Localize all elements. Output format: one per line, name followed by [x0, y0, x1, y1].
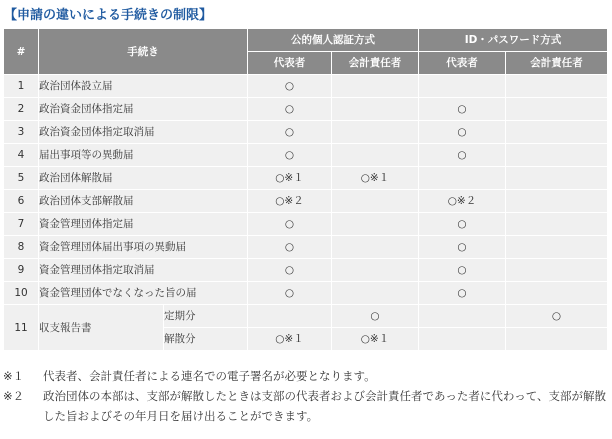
table-row: [4, 305, 608, 328]
row-num: 5: [4, 167, 39, 190]
header-accountant-1: 会計責任者: [332, 52, 419, 75]
row-num: 4: [4, 144, 39, 167]
mark-cell: [332, 282, 419, 305]
mark-cell: [419, 305, 506, 328]
procedure-name: 政治資金団体指定取消届: [39, 121, 248, 144]
mark-cell: [332, 98, 419, 121]
mark-cell: ○: [419, 282, 506, 305]
mark-cell: ○: [248, 98, 332, 121]
mark-cell: [419, 75, 506, 98]
footnote-mark: ※１: [3, 369, 25, 383]
row-num: 2: [4, 98, 39, 121]
mark-cell: ○: [248, 121, 332, 144]
mark-cell: ○: [248, 75, 332, 98]
mark-cell: ○: [419, 213, 506, 236]
procedure-name: 収支報告書: [39, 305, 164, 351]
header-procedure: 手続き: [39, 29, 248, 75]
mark-cell: ○※２: [248, 190, 332, 213]
mark-cell: [506, 259, 608, 282]
mark-cell: [419, 328, 506, 351]
table-row: [4, 98, 608, 121]
mark-cell: [332, 144, 419, 167]
header-representative-2: 代表者: [419, 52, 506, 75]
procedure-name: 政治資金団体指定届: [39, 98, 248, 121]
mark-cell: ○: [248, 282, 332, 305]
row-num: 8: [4, 236, 39, 259]
procedure-name: 政治団体解散届: [39, 167, 248, 190]
mark-cell: ○: [248, 236, 332, 259]
mark-cell: [332, 236, 419, 259]
table-row: [4, 213, 608, 236]
page-title: 【申請の違いによる手続きの制限】: [4, 8, 213, 23]
mark-cell: ○: [419, 144, 506, 167]
table-row: [4, 282, 608, 305]
mark-cell: ○: [419, 236, 506, 259]
mark-cell: ○※１: [332, 328, 419, 351]
mark-cell: [332, 213, 419, 236]
mark-cell: ○: [248, 213, 332, 236]
table-row: [4, 121, 608, 144]
mark-cell: [506, 328, 608, 351]
table-row: [4, 75, 608, 98]
mark-cell: ○※２: [419, 190, 506, 213]
table-row: [4, 236, 608, 259]
mark-cell: [248, 305, 332, 328]
mark-cell: [506, 144, 608, 167]
mark-cell: ○※１: [248, 328, 332, 351]
row-num: 1: [4, 75, 39, 98]
procedure-name: 政治団体支部解散届: [39, 190, 248, 213]
mark-cell: ○※１: [332, 167, 419, 190]
sub-procedure-dissolution: 解散分: [164, 328, 248, 351]
row-num: 11: [4, 305, 39, 351]
procedure-name: 資金管理団体指定取消届: [39, 259, 248, 282]
mark-cell: ○※１: [248, 167, 332, 190]
footnote-text: 代表者、会計責任者による連名での電子署名が必要となります。: [43, 369, 376, 383]
procedure-name: 資金管理団体でなくなった旨の届: [39, 282, 248, 305]
mark-cell: [506, 282, 608, 305]
procedure-name: 資金管理団体届出事項の異動届: [39, 236, 248, 259]
procedure-name: 政治団体設立届: [39, 75, 248, 98]
mark-cell: ○: [332, 305, 419, 328]
mark-cell: ○: [506, 305, 608, 328]
header-public-auth: 公的個人認証方式: [248, 29, 419, 52]
mark-cell: ○: [419, 98, 506, 121]
header-num: #: [4, 29, 39, 75]
mark-cell: [506, 213, 608, 236]
mark-cell: [332, 75, 419, 98]
header-accountant-2: 会計責任者: [506, 52, 608, 75]
mark-cell: ○: [419, 259, 506, 282]
row-num: 3: [4, 121, 39, 144]
header-representative-1: 代表者: [248, 52, 332, 75]
mark-cell: [332, 259, 419, 282]
mark-cell: [332, 190, 419, 213]
table-row: [4, 190, 608, 213]
header-id-password: ID・パスワード方式: [419, 29, 608, 52]
mark-cell: [419, 167, 506, 190]
mark-cell: ○: [419, 121, 506, 144]
mark-cell: ○: [248, 259, 332, 282]
mark-cell: [506, 167, 608, 190]
mark-cell: [332, 121, 419, 144]
row-num: 6: [4, 190, 39, 213]
procedure-name: 資金管理団体指定届: [39, 213, 248, 236]
sub-procedure-regular: 定期分: [164, 305, 248, 328]
table-row: [4, 259, 608, 282]
table-row: [4, 167, 608, 190]
footnote-1: [3, 366, 609, 386]
mark-cell: [506, 98, 608, 121]
footnote-text: 政治団体の本部は、支部が解散したときは支部の代表者および会計責任者であった者に代わって、支部が解散した旨およびその年月日を届け出ることができます。: [43, 389, 607, 423]
footnote-mark: ※２: [3, 389, 25, 403]
row-num: 10: [4, 282, 39, 305]
mark-cell: [506, 236, 608, 259]
procedure-name: 届出事項等の異動届: [39, 144, 248, 167]
procedure-restriction-table: [3, 28, 608, 351]
footnotes: [3, 366, 609, 426]
table-row: [4, 144, 608, 167]
row-num: 9: [4, 259, 39, 282]
mark-cell: [506, 190, 608, 213]
footnote-2: [3, 386, 609, 426]
mark-cell: [506, 121, 608, 144]
mark-cell: [506, 75, 608, 98]
mark-cell: ○: [248, 144, 332, 167]
row-num: 7: [4, 213, 39, 236]
